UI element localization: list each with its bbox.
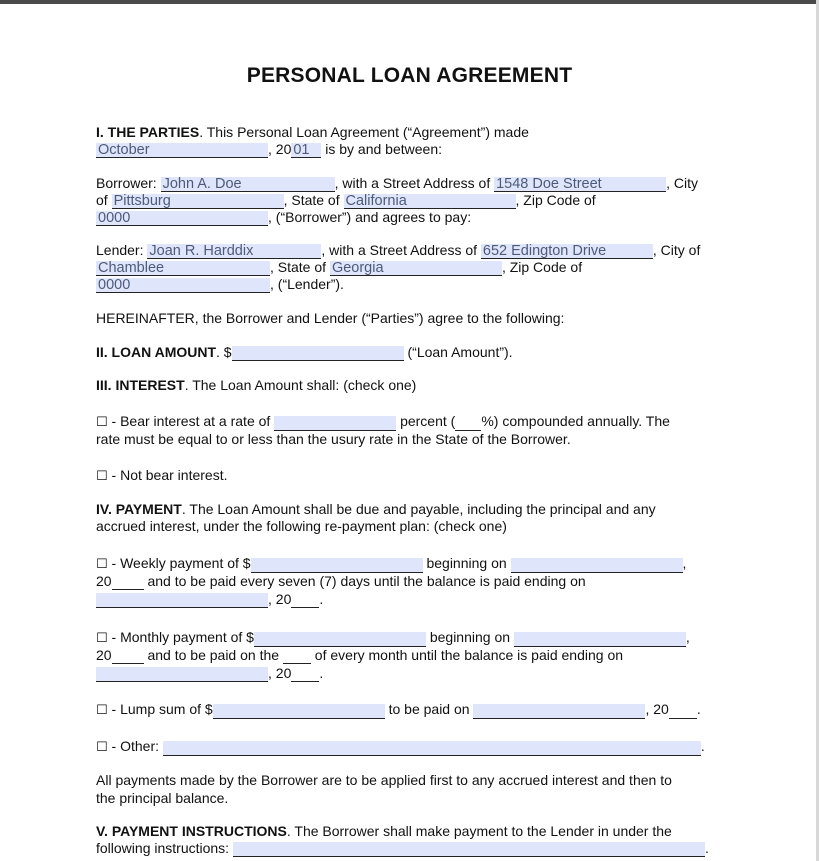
borrower-line-2: of Pittsburg , State of California , Zip Code of [96,192,596,209]
weekly-line-2: 20 and to be paid every seven (7) days until the balance is paid ending on [96,573,586,589]
lump-sum-line: ☐ - Lump sum of $ to be paid on , 20 . [96,701,701,718]
parties-line-1: I. THE PARTIES. This Personal Loan Agreement (“Agreement”) made [96,124,529,140]
payments-applied-line-2: the principal balance. [96,790,229,806]
weekly-begin-year-blank [112,575,144,590]
weekly-begin-date-field[interactable] [511,558,683,573]
loan-amount-line: II. LOAN AMOUNT. $ (“Loan Amount”). [96,344,513,360]
payment-line-1: IV. PAYMENT. The Loan Amount shall be due and payable, including the principal and any [96,501,656,517]
weekly-payment-checkbox[interactable]: ☐ [96,557,108,572]
agreement-year-field[interactable]: 01 [291,143,321,158]
interest-percent-blank [455,416,481,431]
monthly-end-date-field[interactable] [96,667,268,682]
monthly-begin-year-blank [112,649,144,664]
lender-line-3: 0000 , (“Lender”). [98,276,344,293]
interest-heading: III. INTEREST [96,377,185,393]
loan-amount-heading: II. LOAN AMOUNT [96,344,217,360]
interest-line: III. INTEREST. The Loan Amount shall: (check one) [96,377,417,393]
viewer-top-border [0,0,819,4]
payment-line-2: accrued interest, under the following re-payment plan: (check one) [96,518,507,534]
lender-zip-field[interactable]: 0000 [96,278,270,293]
document-title: PERSONAL LOAN AGREEMENT [246,64,573,87]
lender-line-1: Lender: Joan R. Harddix , with a Street Address of 652 Edington Drive , City of [96,242,701,259]
weekly-end-year-blank [291,593,319,608]
borrower-line-1: Borrower: John A. Doe , with a Street Address of 1548 Doe Street , City [96,175,698,192]
monthly-line-3: , 20 . [96,665,323,682]
weekly-end-date-field[interactable] [96,593,268,608]
lender-state-field[interactable]: Georgia [330,261,502,276]
monthly-line-1: ☐ - Monthly payment of $ beginning on , [96,629,690,646]
lump-sum-checkbox[interactable]: ☐ [96,703,108,718]
lender-line-2: Chamblee , State of Georgia , Zip Code of [98,259,583,276]
parties-line-2: October , 20 01 is by and between: [98,141,442,158]
monthly-begin-date-field[interactable] [514,632,686,647]
borrower-line-3: 0000 , (“Borrower”) and agrees to pay: [98,209,472,226]
monthly-line-2: 20 and to be paid on the of every month until the balance is paid ending on [96,647,624,663]
borrower-city-field[interactable]: Pittsburg [112,194,284,209]
borrower-state-field[interactable]: California [344,194,516,209]
instructions-line-2: following instructions: . [96,840,709,856]
loan-amount-field[interactable] [232,346,404,361]
instructions-heading: V. PAYMENT INSTRUCTIONS [96,823,287,839]
other-line: ☐ - Other: . [96,738,705,755]
payment-instructions-field[interactable] [233,842,705,857]
interest-option-bear-line-2: rate must be equal to or less than the usury rate in the State of the Borrower. [96,431,571,447]
instructions-line-1: V. PAYMENT INSTRUCTIONS. The Borrower shall make payment to the Lender in under the [96,823,672,839]
agreement-month-field[interactable]: October [96,143,268,158]
interest-rate-field[interactable] [274,416,396,431]
bear-interest-checkbox[interactable]: ☐ [96,415,108,430]
lender-name-field[interactable]: Joan R. Harddix [147,244,321,259]
borrower-zip-field[interactable]: 0000 [96,211,268,226]
lump-sum-amount-field[interactable] [213,704,385,719]
borrower-address-field[interactable]: 1548 Doe Street [494,177,666,192]
other-payment-field[interactable] [163,741,701,756]
other-checkbox[interactable]: ☐ [96,740,108,755]
monthly-end-year-blank [291,667,319,682]
interest-option-none: ☐ - Not bear interest. [96,467,228,484]
weekly-line-1: ☐ - Weekly payment of $ beginning on , [96,555,687,572]
parties-heading: I. THE PARTIES [96,124,200,140]
lender-address-field[interactable]: 652 Edington Drive [481,244,653,259]
payment-heading: IV. PAYMENT [96,501,182,517]
weekly-amount-field[interactable] [251,558,423,573]
weekly-line-3: , 20 . [96,591,323,608]
interest-option-bear: ☐ - Bear interest at a rate of percent ( %) compounded annually. The [96,413,670,430]
lender-city-field[interactable]: Chamblee [96,261,270,276]
monthly-day-blank [283,649,311,664]
monthly-amount-field[interactable] [254,632,426,647]
lump-sum-date-field[interactable] [473,704,645,719]
hereinafter-text: HEREINAFTER, the Borrower and Lender (“Parties”) agree to the following: [96,310,565,326]
monthly-payment-checkbox[interactable]: ☐ [96,631,108,646]
lump-sum-year-blank [669,704,697,719]
borrower-name-field[interactable]: John A. Doe [161,177,335,192]
payments-applied-line-1: All payments made by the Borrower are to be applied first to any accrued interest and then to [96,772,672,788]
no-interest-checkbox[interactable]: ☐ [96,469,108,484]
